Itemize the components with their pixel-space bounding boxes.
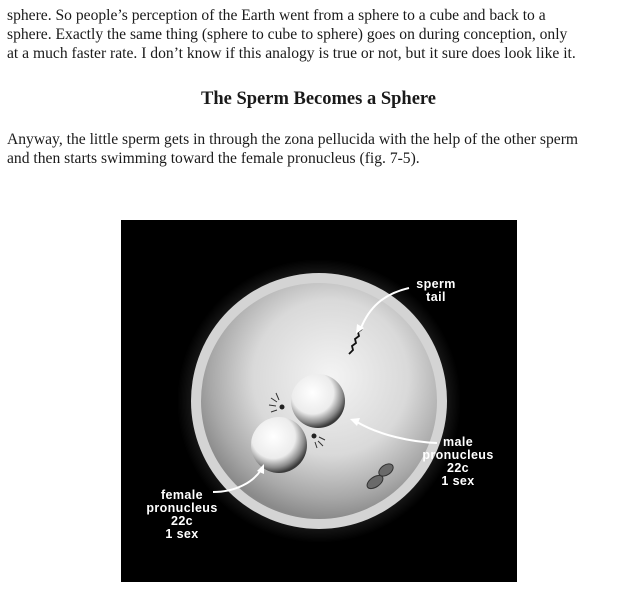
body-paragraph [7,130,632,168]
label-line: 22c [446,461,470,475]
label-line: tail [426,290,446,304]
text-line: Anyway, the little sperm gets in through the zona pellucida with the help of the other sperm [7,131,579,148]
label-female-pronucleus [146,488,217,541]
text-line: sphere. Exactly the same thing (sphere to cube to sphere) goes on during conception, only [7,26,568,43]
label-line: pronucleus [146,501,218,515]
male-pronucleus [291,374,345,428]
female-pronucleus [251,417,307,473]
text-line: sphere. So people’s perception of the Earth went from a sphere to a cube and back to a [7,7,546,24]
label-sperm-tail [416,277,456,304]
label-line: sperm [416,277,456,291]
label-line: 1 sex [441,474,475,488]
label-line: female [160,488,204,502]
label-line: pronucleus [422,448,494,462]
label-line: 1 sex [165,527,199,541]
label-line: 22c [170,514,194,528]
figure-fertilized-egg [121,220,517,582]
intro-paragraph [7,6,632,63]
label-line: male [442,435,474,449]
text-line: and then starts swimming toward the female pronucleus (fig. 7-5). [7,150,420,167]
section-heading: The Sperm Becomes a Sphere [201,89,436,109]
figure-illustration [121,220,517,582]
text-line: at a much faster rate. I don’t know if this analogy is true or not, but it sure does look like it. [7,45,576,62]
